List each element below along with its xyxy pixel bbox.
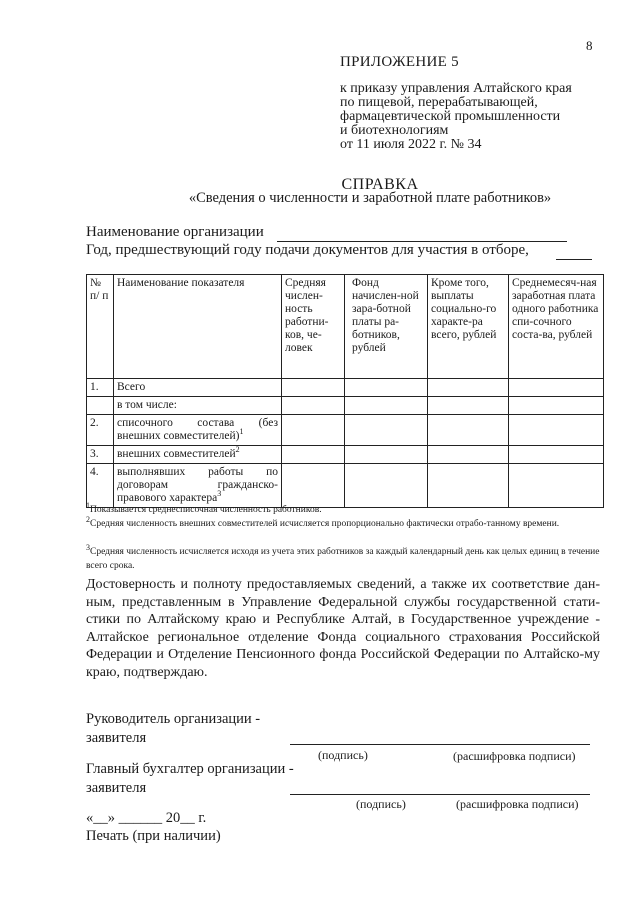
- cell-avg-monthly-salary[interactable]: [509, 415, 604, 446]
- row-number: 4.: [87, 464, 114, 508]
- cell-avg-headcount[interactable]: [282, 397, 345, 415]
- appendix-title: ПРИЛОЖЕНИЕ 5: [340, 54, 459, 70]
- table-header-row: [87, 275, 604, 379]
- cell-avg-monthly-salary[interactable]: [509, 464, 604, 508]
- table-row: [87, 415, 604, 446]
- table-row: [87, 397, 604, 415]
- footnote-mark: 1: [86, 500, 90, 510]
- row-name: [114, 464, 282, 508]
- head-sign-caption: (подпись): [318, 748, 368, 762]
- appendix-line: фармацевтической промышленности: [340, 109, 561, 124]
- footnote-text: Средняя численность исчисляется исходя из учета этих работников за каждый календарный день как целых единиц в течение всего срока.: [86, 547, 600, 571]
- row-name-text: списочного состава (без внешних совместителей): [117, 417, 278, 442]
- confirmation-paragraph: Достоверность и полноту предоставляемых сведений, а также их соответствие дан-ным, представленным в Управление Федеральной службы государственной стати-стики по Алтайскому краю и Республике Алтай, в Государственное учреждение - Алтайское региональное отделение Фонда социального страхования Российской Федерации и Отделение Пенсионного фонда Российской Федерации по Алтайско-му краю, подтверждаю.: [86, 577, 600, 680]
- appendix-line: по пищевой, перерабатывающей,: [340, 95, 538, 110]
- footnote-ref: 1: [239, 427, 244, 437]
- cell-avg-headcount[interactable]: [282, 379, 345, 397]
- footnote: [86, 542, 600, 573]
- row-name: в том числе:: [114, 397, 282, 415]
- row-name: Всего: [114, 379, 282, 397]
- year-label: Год, предшествующий году подачи документов для участия в отборе,: [86, 242, 529, 258]
- table-row: [87, 464, 604, 508]
- accountant-sign-caption: (подпись): [356, 797, 406, 811]
- accountant-decode-caption: (расшифровка подписи): [456, 797, 579, 811]
- head-decode-caption: (расшифровка подписи): [453, 749, 576, 763]
- header-number: № п/ п: [87, 275, 114, 379]
- cell-payroll-fund[interactable]: [345, 446, 428, 464]
- footnote-mark: 2: [86, 514, 90, 524]
- appendix-line: к приказу управления Алтайского края: [340, 81, 572, 96]
- date-line[interactable]: «__» ______ 20__ г.: [86, 810, 207, 826]
- row-name: [114, 446, 282, 464]
- table-row: [87, 446, 604, 464]
- table-row: [87, 379, 604, 397]
- footnote: [86, 500, 600, 517]
- row-name: [114, 415, 282, 446]
- cell-avg-headcount[interactable]: [282, 415, 345, 446]
- accountant-signature-field[interactable]: [290, 794, 590, 795]
- row-number: 1.: [87, 379, 114, 397]
- head-signature-label: [86, 710, 260, 748]
- cell-avg-monthly-salary[interactable]: [509, 446, 604, 464]
- row-name-text: выполнявших работы по договорам гражданско-правового характера: [117, 466, 278, 504]
- organization-name-label: Наименование организации: [86, 224, 264, 240]
- row-number: [87, 397, 114, 415]
- cell-payroll-fund[interactable]: [345, 397, 428, 415]
- head-signature-field[interactable]: [290, 744, 590, 745]
- cell-social-payments[interactable]: [428, 446, 509, 464]
- document-title: СПРАВКА: [341, 176, 419, 193]
- accountant-signature-label: [86, 760, 294, 798]
- header-payroll-fund: Фонд начислен-ной зара-ботной платы ра-ботников, рублей: [345, 275, 428, 379]
- cell-avg-headcount[interactable]: [282, 446, 345, 464]
- cell-payroll-fund[interactable]: [345, 415, 428, 446]
- document-subtitle: «Сведения о численности и заработной плате работников»: [188, 190, 552, 206]
- page-number: 8: [586, 38, 593, 53]
- accountant-label-line1: Главный бухгалтер организации -: [86, 761, 294, 777]
- cell-social-payments[interactable]: [428, 415, 509, 446]
- header-avg-monthly-salary: Среднемесяч-ная заработная плата одного работника спи-сочного соста-ва, рублей: [509, 275, 604, 379]
- accountant-label-line2: заявителя: [86, 780, 147, 796]
- appendix-line: и биотехнологиям: [340, 123, 449, 138]
- data-table: [86, 274, 604, 508]
- cell-social-payments[interactable]: [428, 397, 509, 415]
- cell-social-payments[interactable]: [428, 379, 509, 397]
- header-social-payments: Кроме того, выплаты социально-го характе-ра всего, рублей: [428, 275, 509, 379]
- cell-avg-monthly-salary[interactable]: [509, 379, 604, 397]
- stamp-line: Печать (при наличии): [86, 828, 221, 844]
- header-avg-headcount: Средняя числен-ность работни-ков, че-ловек: [282, 275, 345, 379]
- cell-social-payments[interactable]: [428, 464, 509, 508]
- header-indicator-name: Наименование показателя: [114, 275, 282, 379]
- footnote-mark: 3: [86, 542, 90, 552]
- cell-payroll-fund[interactable]: [345, 464, 428, 508]
- cell-avg-monthly-salary[interactable]: [509, 397, 604, 415]
- row-number: 2.: [87, 415, 114, 446]
- row-number: 3.: [87, 446, 114, 464]
- footnote-ref: 2: [235, 445, 240, 455]
- head-label-line2: заявителя: [86, 730, 147, 746]
- head-label-line1: Руководитель организации -: [86, 711, 261, 727]
- year-field[interactable]: [556, 259, 592, 260]
- footnote: [86, 514, 600, 531]
- footnote-text: Показывается среднесписочная численность работников.: [90, 505, 322, 515]
- footnote-ref: 3: [217, 489, 222, 499]
- row-name-text: внешних совместителей: [117, 448, 236, 460]
- footnote-text: Средняя численность внешних совместителей исчисляется пропорционально фактически отрабо-танному времени.: [90, 519, 560, 529]
- cell-payroll-fund[interactable]: [345, 379, 428, 397]
- cell-avg-headcount[interactable]: [282, 464, 345, 508]
- appendix-date-line: от 11 июля 2022 г. № 34: [340, 137, 482, 152]
